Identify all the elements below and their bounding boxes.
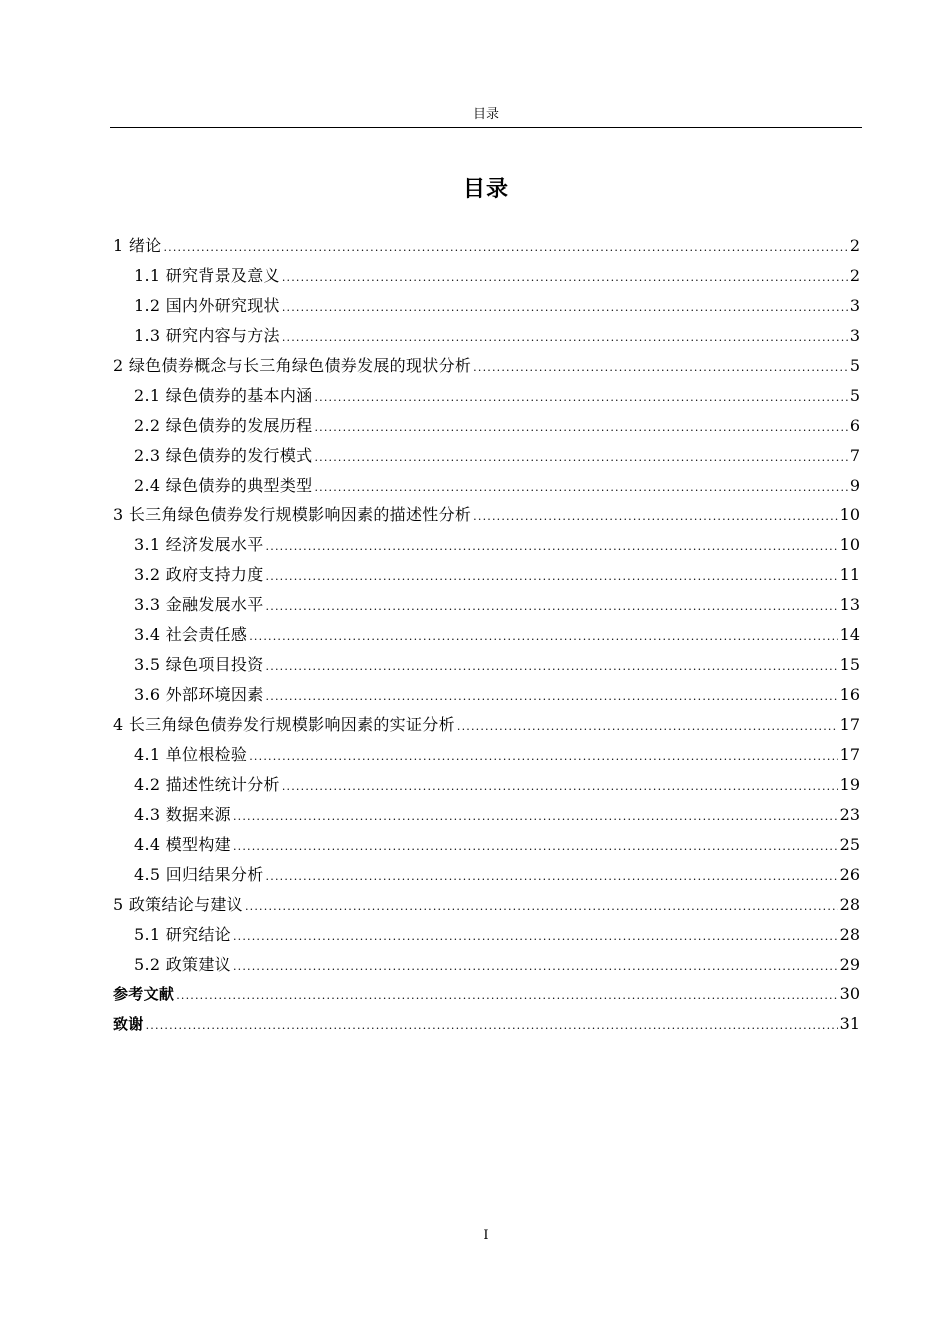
toc-entry-label: 1.1 研究背景及意义 [134, 265, 280, 285]
toc-leader-dots [233, 922, 838, 952]
toc-entry[interactable] [113, 800, 860, 830]
toc-leader-dots [314, 473, 847, 503]
toc-entry[interactable] [113, 590, 860, 620]
toc-entry-page: 10 [839, 505, 860, 525]
toc-entry[interactable] [113, 351, 860, 381]
page-number: I [483, 1228, 489, 1243]
toc-entry[interactable] [113, 471, 860, 501]
toc-leader-dots [266, 682, 838, 712]
toc-entry-label: 4 长三角绿色债券发行规模影响因素的实证分析 [113, 715, 455, 734]
toc-entry-page: 19 [839, 774, 860, 794]
toc-entry-label: 3.4 社会责任感 [134, 625, 248, 645]
toc-entry-page: 26 [839, 864, 860, 884]
toc-leader-dots [314, 443, 847, 473]
toc-entry-label: 5 政策结论与建议 [113, 894, 243, 914]
toc-entry[interactable] [113, 1009, 860, 1039]
toc-leader-dots [473, 502, 837, 532]
toc-entry-label: 3.1 经济发展水平 [134, 535, 264, 555]
toc-entry-page: 5 [849, 385, 860, 405]
toc-leader-dots [233, 952, 838, 982]
toc-entry-label: 致谢 [113, 1015, 144, 1034]
toc-entry-label: 4.1 单位根检验 [134, 744, 248, 764]
toc-entry-page: 31 [839, 1014, 860, 1034]
toc-leader-dots [314, 413, 847, 443]
toc-entry-label: 3.5 绿色项目投资 [134, 655, 264, 675]
toc-entry-page: 7 [849, 445, 860, 465]
toc-entry[interactable] [113, 560, 860, 590]
toc-entry-label: 4.4 模型构建 [134, 834, 231, 854]
toc-leader-dots [233, 802, 838, 832]
toc-entry-page: 28 [839, 924, 860, 944]
toc-leader-dots [266, 652, 838, 682]
toc-entry-page: 13 [839, 595, 860, 615]
toc-leader-dots [266, 532, 838, 562]
toc-entry[interactable] [113, 650, 860, 680]
toc-entry[interactable] [113, 291, 860, 321]
toc-entry[interactable] [113, 620, 860, 650]
toc-entry[interactable] [113, 950, 860, 980]
toc-entry[interactable] [113, 830, 860, 860]
toc-leader-dots [473, 353, 848, 383]
toc-entry[interactable] [113, 890, 860, 920]
toc-entry-page: 16 [839, 685, 860, 705]
table-of-contents [113, 231, 860, 1039]
toc-entry-page: 2 [849, 265, 860, 285]
toc-entry-label: 1 绪论 [113, 236, 162, 255]
toc-entry[interactable] [113, 740, 860, 770]
toc-entry[interactable] [113, 860, 860, 890]
toc-leader-dots [163, 233, 847, 263]
toc-leader-dots [266, 592, 838, 622]
toc-entry[interactable] [113, 920, 860, 950]
toc-entry-page: 3 [849, 295, 860, 315]
toc-leader-dots [282, 293, 848, 323]
toc-leader-dots [233, 832, 838, 862]
toc-entry-page: 17 [839, 744, 860, 764]
toc-leader-dots [266, 562, 838, 592]
toc-entry-page: 29 [839, 954, 860, 974]
toc-entry-page: 28 [839, 894, 860, 914]
toc-entry-label: 3.6 外部环境因素 [134, 685, 264, 705]
toc-entry-label: 1.3 研究内容与方法 [134, 325, 280, 345]
toc-entry[interactable] [113, 710, 860, 740]
toc-entry-page: 11 [839, 565, 860, 585]
toc-entry-label: 3.2 政府支持力度 [134, 565, 264, 585]
toc-entry-page: 30 [839, 984, 860, 1004]
toc-leader-dots [176, 981, 837, 1011]
toc-leader-dots [314, 383, 847, 413]
toc-leader-dots [266, 862, 838, 892]
toc-entry-label: 5.2 政策建议 [134, 954, 231, 974]
toc-entry[interactable] [113, 231, 860, 261]
toc-entry[interactable] [113, 261, 860, 291]
toc-leader-dots [457, 712, 838, 742]
toc-leader-dots [249, 622, 837, 652]
toc-entry-page: 15 [839, 655, 860, 675]
toc-entry[interactable] [113, 979, 860, 1009]
toc-entry-label: 2.3 绿色债券的发行模式 [134, 445, 313, 465]
toc-entry-label: 1.2 国内外研究现状 [134, 295, 280, 315]
toc-entry-page: 6 [849, 415, 860, 435]
toc-entry-label: 5.1 研究结论 [134, 924, 231, 944]
toc-entry-label: 2.1 绿色债券的基本内涵 [134, 385, 313, 405]
toc-entry-label: 4.3 数据来源 [134, 804, 231, 824]
toc-entry-page: 23 [839, 804, 860, 824]
toc-leader-dots [282, 772, 838, 802]
toc-entry-label: 2.2 绿色债券的发展历程 [134, 415, 313, 435]
running-header: 目录 [472, 107, 499, 122]
toc-entry[interactable] [113, 381, 860, 411]
toc-entry-page: 14 [839, 625, 860, 645]
toc-entry-label: 3 长三角绿色债券发行规模影响因素的描述性分析 [113, 505, 472, 525]
toc-entry[interactable] [113, 770, 860, 800]
toc-entry-label: 4.5 回归结果分析 [134, 864, 264, 884]
toc-leader-dots [249, 742, 837, 772]
toc-entry-page: 25 [839, 834, 860, 854]
toc-entry-label: 2.4 绿色债券的典型类型 [134, 475, 313, 495]
toc-entry-label: 参考文献 [113, 985, 175, 1004]
toc-entry-page: 3 [849, 325, 860, 345]
toc-entry[interactable] [113, 411, 860, 441]
toc-entry-label: 3.3 金融发展水平 [134, 595, 264, 615]
toc-leader-dots [282, 323, 848, 353]
toc-entry[interactable] [113, 441, 860, 471]
toc-entry-page: 17 [839, 715, 860, 734]
toc-entry[interactable] [113, 321, 860, 351]
toc-leader-dots [245, 892, 838, 922]
toc-leader-dots [282, 263, 848, 293]
toc-entry-page: 5 [849, 355, 860, 375]
toc-leader-dots [146, 1011, 838, 1041]
toc-entry[interactable] [113, 500, 860, 530]
toc-entry-page: 10 [839, 535, 860, 555]
page-title: 目录 [462, 177, 509, 202]
toc-entry-page: 9 [849, 475, 860, 495]
toc-entry[interactable] [113, 680, 860, 710]
toc-entry[interactable] [113, 530, 860, 560]
toc-entry-label: 4.2 描述性统计分析 [134, 774, 280, 794]
toc-entry-label: 2 绿色债券概念与长三角绿色债券发展的现状分析 [113, 355, 472, 375]
header-rule [110, 127, 862, 128]
toc-entry-page: 2 [849, 236, 860, 255]
